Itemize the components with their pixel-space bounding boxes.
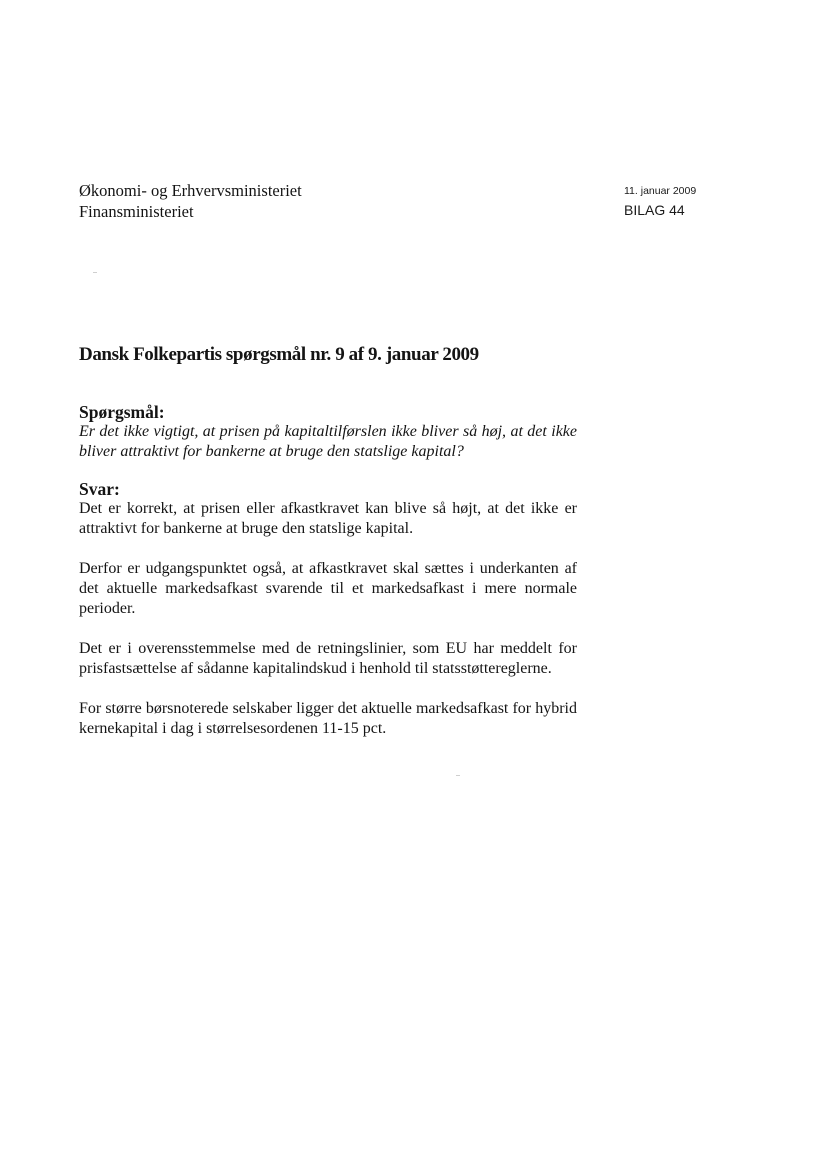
answer-heading: Svar: xyxy=(79,479,120,499)
page-title: Dansk Folkepartis spørgsmål nr. 9 af 9. januar 2009 xyxy=(79,344,479,365)
answer-section xyxy=(79,479,577,739)
sender-ministry-1: Økonomi- og Erhvervsministeriet xyxy=(79,181,302,200)
question-heading: Spørgsmål: xyxy=(79,402,165,422)
bilag-label: BILAG 44 xyxy=(624,202,685,218)
scan-speck xyxy=(456,775,460,776)
question-section xyxy=(79,402,577,462)
answer-paragraph: Det er i overensstemmelse med de retningslinier, som EU har meddelt for prisfastsættelse af sådanne kapitalindskud i henhold til statsstøttereglerne. xyxy=(79,640,577,677)
answer-paragraph: Det er korrekt, at prisen eller afkastkravet kan blive så højt, at det ikke er attraktivt for bankerne at bruge den statslige kapital. xyxy=(79,500,577,537)
sender-ministry-2: Finansministeriet xyxy=(79,202,194,221)
answer-paragraph: Derfor er udgangspunktet også, at afkastkravet skal sættes i underkanten af det aktuelle markedsafkast svarende til et markedsafkast i mere normale perioder. xyxy=(79,560,577,617)
document-meta xyxy=(624,184,696,219)
answer-paragraph: For større børsnoterede selskaber ligger det aktuelle markedsafkast for hybrid kernekapital i dag i størrelsesordenen 11-15 pct. xyxy=(79,700,577,737)
question-text: Er det ikke vigtigt, at prisen på kapitaltilførslen ikke bliver så høj, at det ikke bliver attraktivt for bankerne at bruge den statslige kapital? xyxy=(79,423,577,460)
scan-speck xyxy=(93,272,97,273)
document-date: 11. januar 2009 xyxy=(624,185,697,197)
sender-block xyxy=(79,180,302,222)
